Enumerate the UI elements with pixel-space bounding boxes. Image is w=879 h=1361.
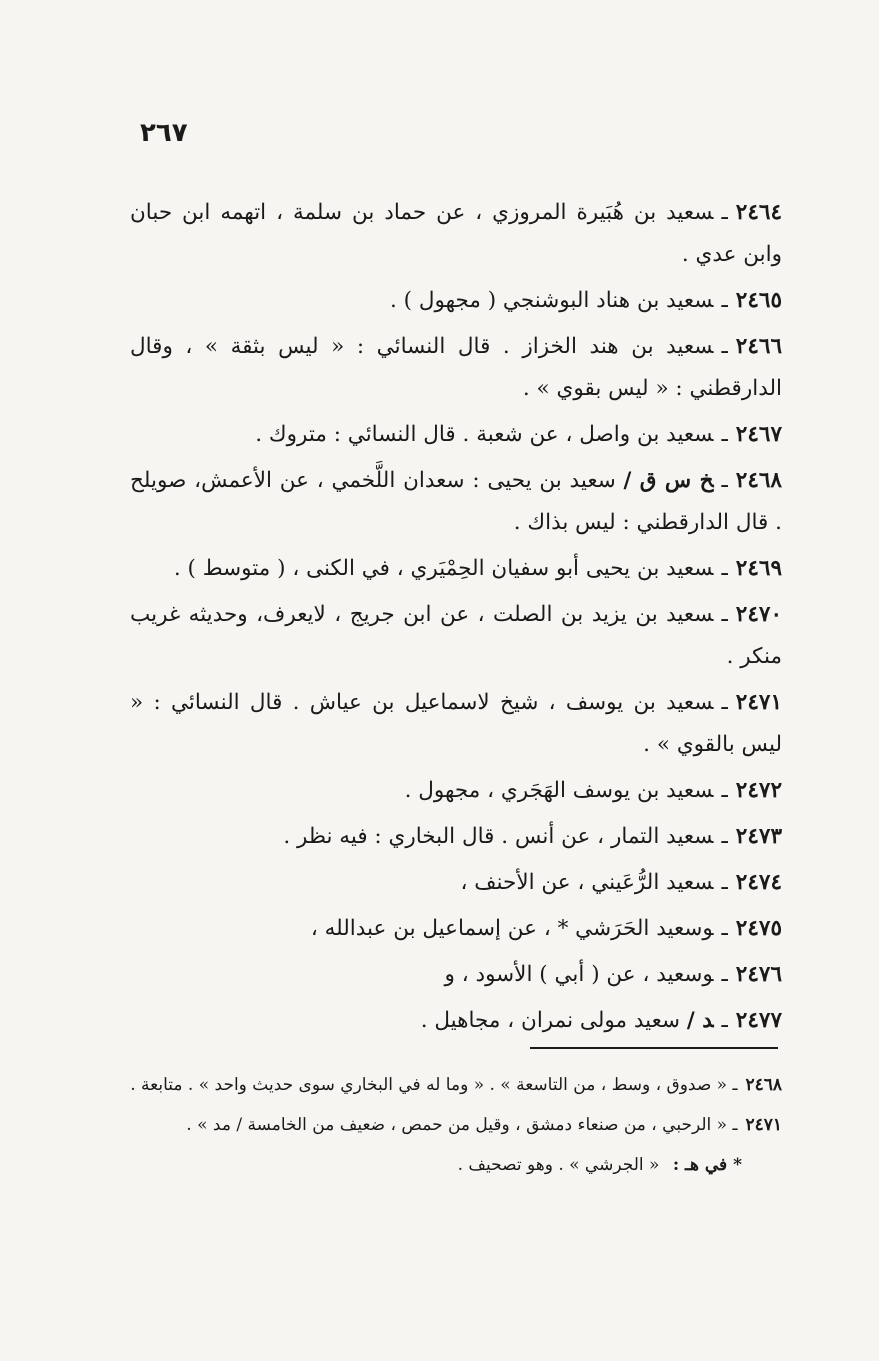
entry: ٢٤٦٥ـسعيد بن هناد البوشنجي ( مجهول ) . bbox=[389, 288, 782, 313]
entry: ٢٤٧٣ـسعيد التمار ، عن أنس . قال البخاري : فيه نظر . bbox=[283, 824, 782, 849]
entry: ٢٤٦٤ـسعيد بن هُبَيرة المروزي ، عن حماد بن سلمة ، اتهمه ابن حبان وابن عدي . bbox=[130, 200, 782, 267]
entry: ٢٤٦٦ـسعيد بن هند الخزاز . قال النسائي : « ليس بثقة » ، وقال الدارقطني : « ليس بقوي » . bbox=[130, 334, 782, 401]
entry: ٢٤٧٦ـوسعيد ، عن ( أبي ) الأسود ، و bbox=[444, 962, 782, 987]
rijal-symbols: خ س ق / bbox=[623, 468, 714, 493]
entry: ٢٤٧١ـسعيد بن يوسف ، شيخ لاسماعيل بن عياش . قال النسائي : « ليس بالقوي » . bbox=[130, 690, 782, 757]
entry: ٢٤٧٤ـسعيد الرُّعَيني ، عن الأحنف ، bbox=[460, 870, 782, 895]
page-number: ٢٦٧ bbox=[140, 118, 188, 148]
footnote: * في هـ : « الجرشي » . وهو تصحيف . bbox=[457, 1155, 742, 1175]
entries-list bbox=[130, 192, 782, 1042]
entry: ٢٤٦٩ـسعيد بن يحيى أبو سفيان الحِمْيَري ، في الكنى ، ( متوسط ) . bbox=[173, 556, 782, 581]
footnote: ٢٤٦٨ـ « صدوق ، وسط ، من التاسعة » . « وما له في البخاري سوى حديث واحد » . متابعة . bbox=[130, 1075, 782, 1095]
entry: ٢٤٦٨ـخ س ق / سعيد بن يحيى : سعدان اللَّخمي ، عن الأعمش، صويلح . قال الدارقطني : ليس بذاك . bbox=[130, 468, 782, 535]
footnote: ٢٤٧١ـ « الرحبي ، من صنعاء دمشق ، وقيل من حمص ، ضعيف من الخامسة / مد » . bbox=[186, 1115, 782, 1135]
footnote-separator bbox=[530, 1047, 778, 1049]
rijal-symbols: د / bbox=[686, 1008, 714, 1033]
entry: ٢٤٧٢ـسعيد بن يوسف الهَجَري ، مجهول . bbox=[404, 778, 782, 803]
entry: ٢٤٧٠ـسعيد بن يزيد بن الصلت ، عن ابن جريج ، لايعرف، وحديثه غريب منكر . bbox=[130, 602, 782, 669]
entry: ٢٤٦٧ـسعيد بن واصل ، عن شعبة . قال النسائي : متروك . bbox=[255, 422, 782, 447]
entry: ٢٤٧٧ـد / سعيد مولى نمران ، مجاهيل . bbox=[420, 1008, 782, 1033]
entry: ٢٤٧٥ـوسعيد الحَرَشي * ، عن إسماعيل بن عبدالله ، bbox=[310, 916, 782, 941]
footnotes bbox=[130, 1066, 782, 1186]
